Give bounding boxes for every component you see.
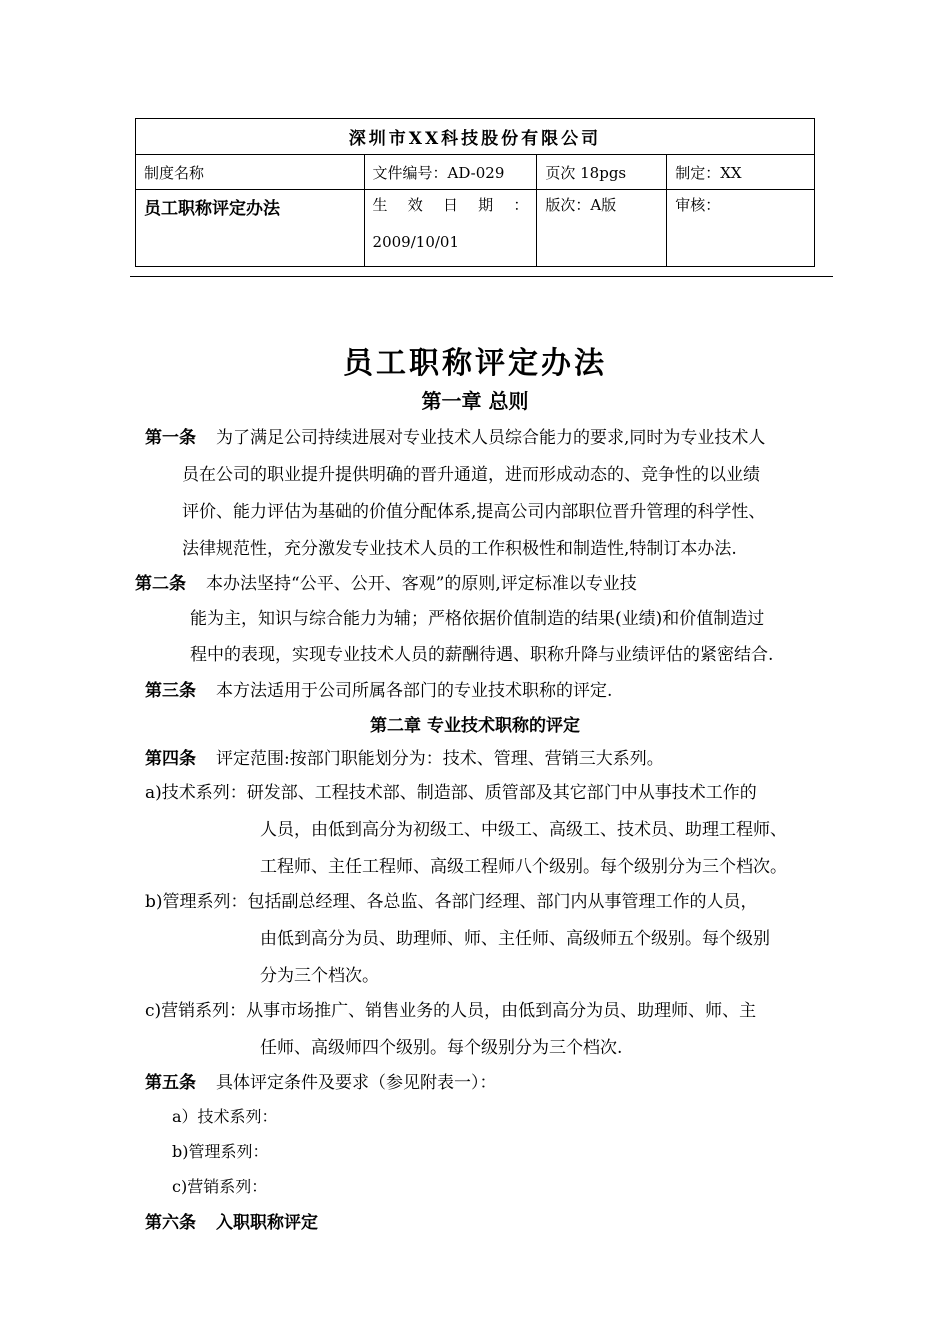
article-6-line: 第六条 入职职称评定 [145,1213,318,1233]
policy-name: 员工职称评定办法 [136,190,365,267]
article-1-label: 第一条 [145,428,196,448]
company-name: 深圳市XX科技股份有限公司 [136,119,815,155]
series-a-line-3: 工程师、主任工程师、高级工程师八个级别。每个级别分为三个档次。 [260,857,787,877]
article-5-item-a: a）技术系列： [172,1107,278,1126]
document-header-table [135,118,815,267]
series-c-line-2: 任师、高级师四个级别。每个级别分为三个档次. [260,1038,623,1058]
chapter-1-heading: 第一章 总则 [421,389,529,413]
article-4-label: 第四条 [145,749,196,769]
article-2-line-1: 第二条 本办法坚持“公平、公开、客观”的原则,评定标准以专业技 [135,574,637,594]
effective-date-cell [364,190,537,267]
series-b-line-1: b)管理系列：包括副总经理、各总监、各部门经理、部门内从事管理工作的人员， [145,892,758,912]
article-4-line: 第四条 评定范围:按部门职能划分为：技术、管理、营销三大系列。 [145,749,664,769]
policy-name-label: 制度名称 [136,155,365,190]
series-a-line-1: a)技术系列：研发部、工程技术部、制造部、质管部及其它部门中从事技术工作的 [145,783,757,803]
article-6-label: 第六条 [145,1213,196,1233]
chapter-2-heading: 第二章 专业技术职称的评定 [370,716,580,736]
article-2-line-2: 能为主，知识与综合能力为辅；严格依据价值制造的结果(业绩)和价值制造过 [190,609,765,629]
article-5-item-b: b)管理系列： [172,1142,269,1161]
made-by: 制定：XX [667,155,815,190]
document-number: 文件编号：AD-029 [364,155,537,190]
series-c-label: c)营销系列： [145,1001,247,1021]
article-1-line-2: 员在公司的职业提升提供明确的晋升通道，进而形成动态的、竞争性的以业绩 [182,465,760,485]
article-5-line: 第五条 具体评定条件及要求（参见附表一）： [145,1073,497,1093]
header-divider [130,276,833,277]
article-3-label: 第三条 [145,681,196,701]
article-2-label: 第二条 [135,574,186,594]
effective-date-label: 生 效 日 期 ： [372,196,529,214]
series-c-line-1: c)营销系列：从事市场推广、销售业务的人员，由低到高分为员、助理师、师、主 [145,1001,757,1021]
series-b-line-2: 由低到高分为员、助理师、师、主任师、高级师五个级别。每个级别 [260,929,770,949]
effective-date: 2009/10/01 [372,233,460,251]
article-5-item-c: c)营销系列： [172,1177,268,1196]
series-b-label: b)管理系列： [145,892,248,912]
series-a-label: a)技术系列： [145,783,247,803]
article-1-line-4: 法律规范性，充分激发专业技术人员的工作积极性和制造性,特制订本办法. [182,539,737,559]
article-1-line-1: 第一条 为了满足公司持续进展对专业技术人员综合能力的要求,同时为专业技术人 [145,428,766,448]
page-count: 页次 18pgs [537,155,667,190]
article-3-line: 第三条 本方法适用于公司所属各部门的专业技术职称的评定. [145,681,613,701]
article-2-line-3: 程中的表现，实现专业技术人员的薪酬待遇、职称升降与业绩评估的紧密结合. [190,645,774,665]
version: 版次：A版 [537,190,667,267]
series-a-line-2: 人员，由低到高分为初级工、中级工、高级工、技术员、助理工程师、 [260,820,787,840]
article-1-line-3: 评价、能力评估为基础的价值分配体系,提高公司内部职位晋升管理的科学性、 [182,502,766,522]
document-title: 员工职称评定办法 [343,346,607,381]
series-b-line-3: 分为三个档次。 [260,966,379,986]
article-5-label: 第五条 [145,1073,196,1093]
reviewer: 审核： [667,190,815,267]
